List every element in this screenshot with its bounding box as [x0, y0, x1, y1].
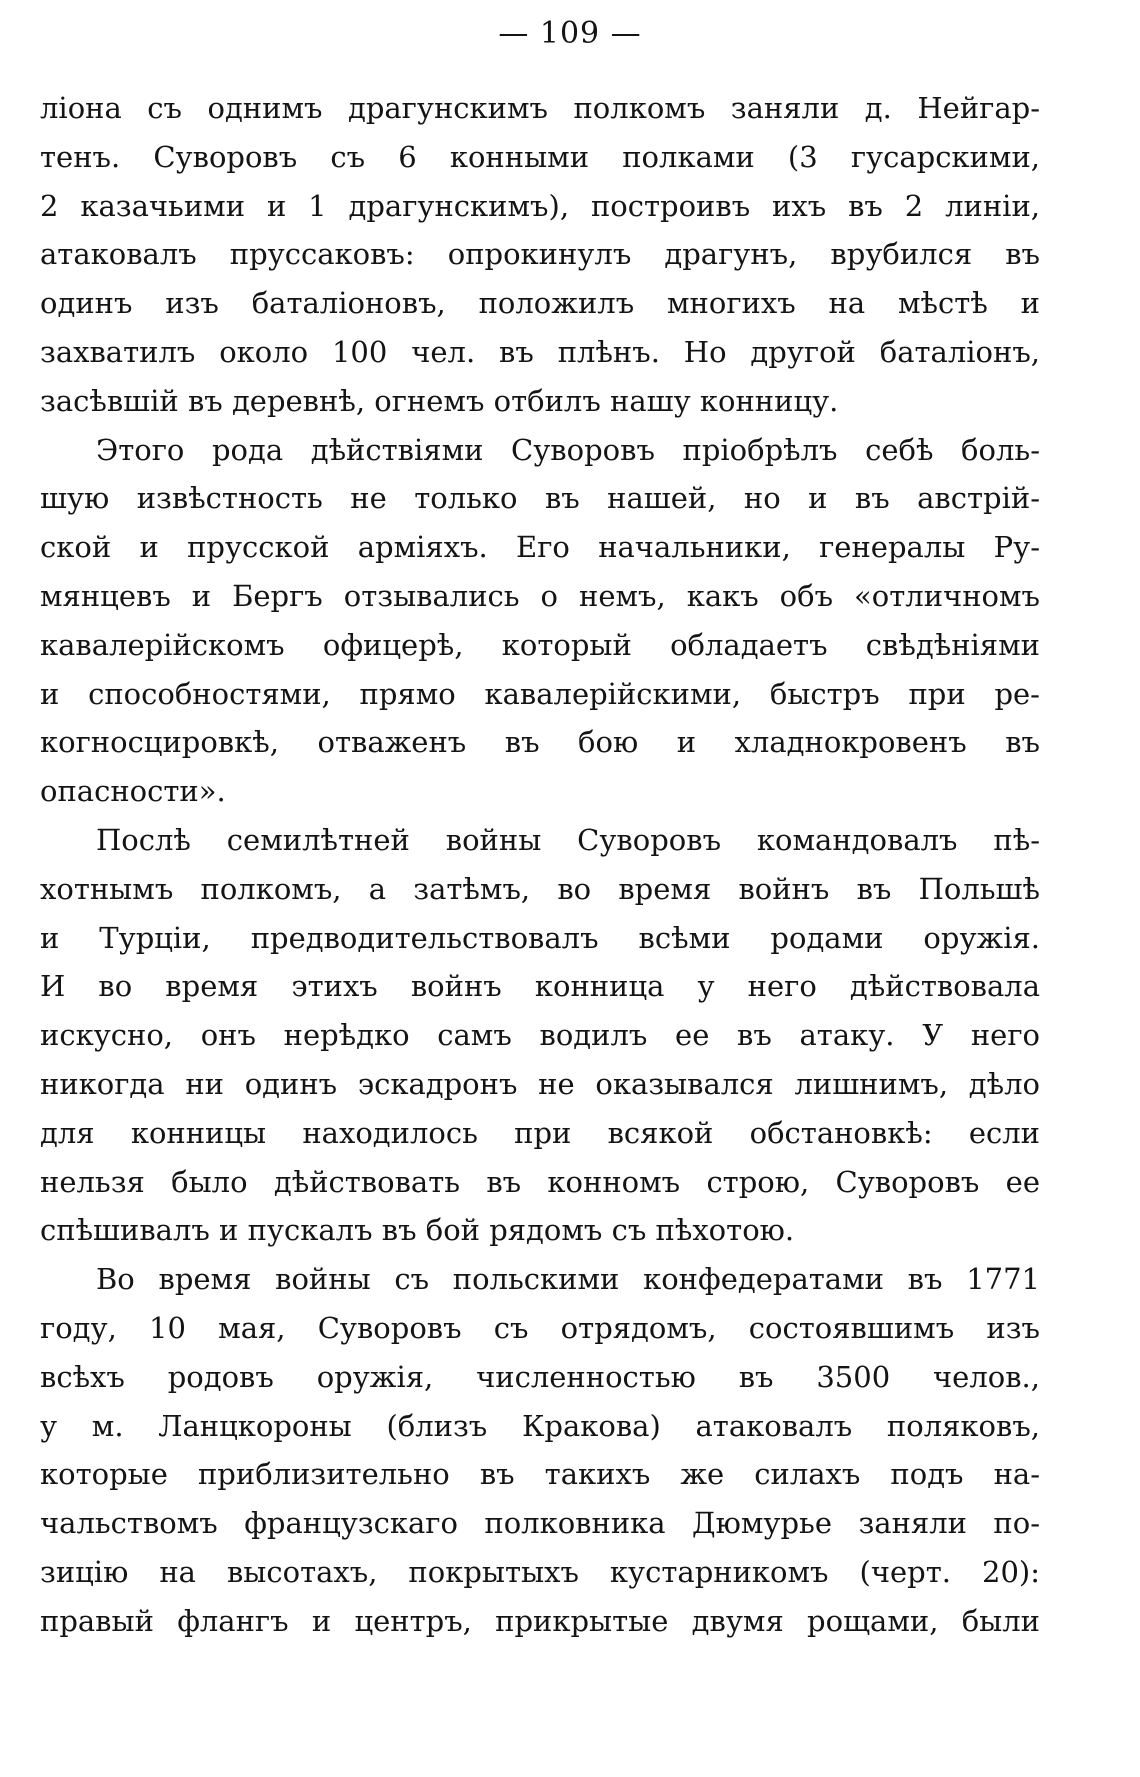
text-line: ской и прусской арміяхъ. Его начальники, генералы Ру- [40, 530, 1040, 565]
paragraph [40, 1255, 1040, 1645]
body-text [40, 84, 1040, 1646]
text-line: и способностями, прямо кавалерійскими, быстръ при ре- [40, 676, 1040, 711]
text-line: всѣхъ родовъ оружія, численностью въ 3500 челов., [40, 1359, 1040, 1394]
text-line: Этого рода дѣйствіями Суворовъ пріобрѣлъ себѣ боль- [96, 432, 1040, 467]
text-line: 2 казачьими и 1 драгунскимъ), построивъ ихъ въ 2 линіи, [40, 188, 1040, 223]
text-line: тенъ. Суворовъ съ 6 конными полками (3 гусарскими, [40, 139, 1040, 174]
text-line: никогда ни одинъ эскадронъ не оказывался лишнимъ, дѣло [40, 1066, 1040, 1101]
text-line: которые приблизительно въ такихъ же силахъ подъ на- [40, 1457, 1040, 1492]
text-line: одинъ изъ баталіоновъ, положилъ многихъ на мѣстѣ и [40, 286, 1040, 321]
text-line: правый флангъ и центръ, прикрытые двумя рощами, были [40, 1603, 1040, 1638]
text-line: Во время войны съ польскими конфедератами въ 1771 [96, 1262, 1040, 1297]
text-line: когносцировкѣ, отваженъ въ бою и хладнокровенъ въ [40, 725, 1040, 760]
paragraph [40, 816, 1040, 1255]
text-line: зицію на высотахъ, покрытыхъ кустарникомъ (черт. 20): [40, 1554, 1040, 1589]
text-line: кавалерійскомъ офицерѣ, который обладаетъ свѣдѣніями [40, 627, 1040, 662]
paragraph [40, 426, 1040, 816]
text-line: году, 10 мая, Суворовъ съ отрядомъ, состоявшимъ изъ [40, 1310, 1040, 1345]
text-line: И во время этихъ войнъ конница у него дѣйствовала [40, 969, 1040, 1004]
text-line: и Турціи, предводительствовалъ всѣми родами оружія. [40, 920, 1040, 955]
text-line: опасности». [40, 774, 226, 809]
text-line: Послѣ семилѣтней войны Суворовъ командовалъ пѣ- [96, 822, 1040, 857]
text-line: захватилъ около 100 чел. въ плѣнъ. Но другой баталіонъ, [40, 334, 1040, 369]
text-line: засѣвшій въ деревнѣ, огнемъ отбилъ нашу конницу. [40, 383, 839, 418]
text-line: искусно, онъ нерѣдко самъ водилъ ее въ атаку. У него [40, 1018, 1040, 1053]
text-line: шую извѣстность не только въ нашей, но и въ австрій- [40, 481, 1040, 516]
text-line: чальствомъ французскаго полковника Дюмурье заняли по- [40, 1506, 1040, 1541]
text-line: для конницы находилось при всякой обстановкѣ: если [40, 1115, 1040, 1150]
text-line: у м. Ланцкороны (близъ Кракова) атаковалъ поляковъ, [40, 1408, 1040, 1443]
text-line: мянцевъ и Бергъ отзывались о немъ, какъ объ «отличномъ [40, 578, 1040, 613]
text-line: спѣшивалъ и пускалъ въ бой рядомъ съ пѣхотою. [40, 1213, 795, 1248]
text-line: атаковалъ пруссаковъ: опрокинулъ драгунъ, врубился въ [40, 237, 1040, 272]
paragraph [40, 84, 1040, 426]
text-line: нельзя было дѣйствовать въ конномъ строю, Суворовъ ее [40, 1164, 1040, 1199]
text-line: хотнымъ полкомъ, а затѣмъ, во время войнъ въ Польшѣ [40, 871, 1040, 906]
page-number: — 109 — [498, 16, 642, 51]
text-line: ліона съ однимъ драгунскимъ полкомъ заняли д. Нейгар- [40, 91, 1040, 125]
